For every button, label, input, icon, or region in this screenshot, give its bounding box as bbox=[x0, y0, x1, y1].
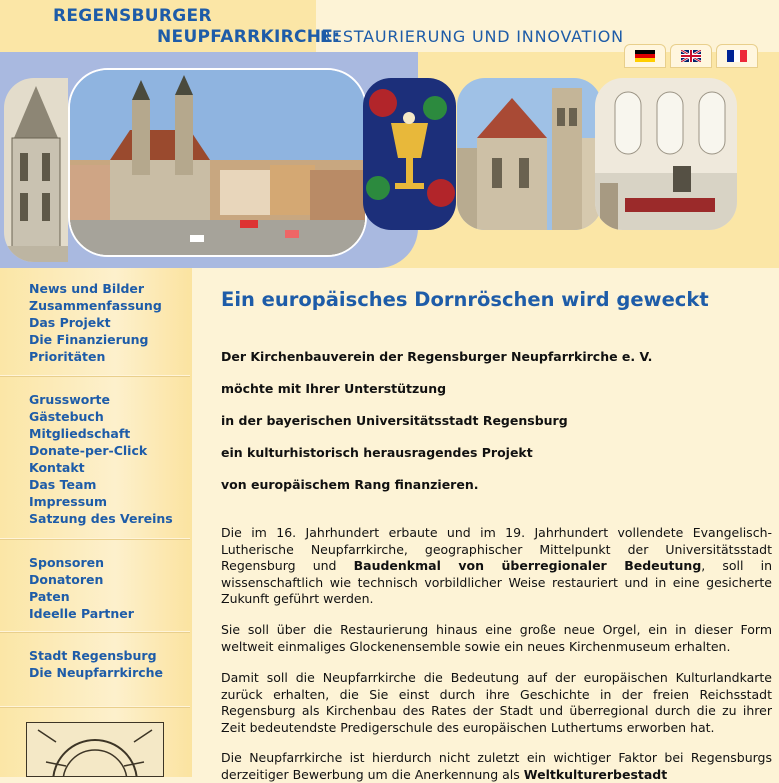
nav-die-neupfarrkirche[interactable]: Die Neupfarrkirche bbox=[29, 665, 164, 680]
engraving-photo bbox=[4, 78, 68, 262]
intro-line: möchte mit Ihrer Unterstützung bbox=[221, 381, 447, 396]
paragraph-world-heritage: Die Neupfarrkirche ist hierdurch nicht zuletzt ein wichtiger Faktor bei Regensburgs derzeitiger Bewerbung um die Anerkennung als Weltkulturerbestadt bbox=[221, 750, 772, 782]
paragraph-restoration: Die im 16. Jahrhundert erbaute und im 19. Jahrhundert vollendete Evangelisch-Lutherische Neupfarrkirche, geographischer Mittelpunkt der Universitätsstadt Regensburg und Baudenkmal von überregionaler Bedeutung, soll in wissenschaftlich wie technisch vorbildlicher Weise restauriert und in eine gesicherte Zukunft geführt werden. bbox=[221, 525, 773, 606]
intro-line: Der Kirchenbauverein der Regensburger Neupfarrkirche e. V. bbox=[221, 349, 653, 364]
square-church-photo bbox=[68, 68, 367, 257]
nav-group-project bbox=[0, 268, 190, 376]
nav-donatoren[interactable]: Donatoren bbox=[29, 572, 104, 587]
site-subtitle: RESTAURIERUNG UND INNOVATION bbox=[320, 27, 624, 46]
nav-group-association bbox=[0, 379, 190, 539]
nav-impressum[interactable]: Impressum bbox=[29, 494, 108, 509]
french-flag-icon bbox=[727, 50, 747, 62]
nav-satzung-des-vereins[interactable]: Satzung des Vereins bbox=[29, 511, 173, 526]
site-title-line1: REGENSBURGER bbox=[53, 6, 212, 26]
nav-das-projekt[interactable]: Das Projekt bbox=[29, 315, 111, 330]
language-tab-de[interactable] bbox=[624, 44, 666, 68]
seal-engraving-icon bbox=[26, 722, 164, 777]
language-tab-en[interactable] bbox=[670, 44, 712, 68]
nav-kontakt[interactable]: Kontakt bbox=[29, 460, 85, 475]
nav-group-city bbox=[0, 635, 190, 707]
nav-news-und-bilder[interactable]: News und Bilder bbox=[29, 281, 145, 296]
stained-glass-photo bbox=[363, 78, 456, 230]
nav-zusammenfassung[interactable]: Zusammenfassung bbox=[29, 298, 162, 313]
church-interior-photo bbox=[595, 78, 737, 230]
nav-das-team[interactable]: Das Team bbox=[29, 477, 97, 492]
nav-donate-per-click[interactable]: Donate-per-Click bbox=[29, 443, 148, 458]
paragraph-significance: Damit soll die Neupfarrkirche die Bedeutung auf der europäischen Kulturlandkarte zurück erhalten, die Sie einst durch ihre Geschichte in der freien Reichsstadt Regensburg als Kirchenbau des Rates der Stadt und überregional durch die zu ihrer Zeit bedeutendste Predigerschule des europäischen Luthertums erworben hat. bbox=[221, 670, 772, 735]
nav-gaestebuch[interactable]: Gästebuch bbox=[29, 409, 104, 424]
nav-sponsoren[interactable]: Sponsoren bbox=[29, 555, 105, 570]
nav-stadt-regensburg[interactable]: Stadt Regensburg bbox=[29, 648, 157, 663]
language-tab-fr[interactable] bbox=[716, 44, 758, 68]
german-flag-icon bbox=[635, 50, 655, 62]
paragraph-organ: Sie soll über die Restaurierung hinaus eine große neue Orgel, ein in dieser Form weltweit einmaliges Glockenensemble sowie ein neues Kirchenmuseum erhalten. bbox=[221, 622, 772, 654]
church-tower-photo bbox=[457, 78, 602, 230]
photo-banner bbox=[0, 52, 779, 268]
nav-mitgliedschaft[interactable]: Mitgliedschaft bbox=[29, 426, 131, 441]
page-title: Ein europäisches Dornröschen wird geweckt bbox=[221, 288, 709, 311]
nav-grussworte[interactable]: Grussworte bbox=[29, 392, 110, 407]
sidebar-nav bbox=[0, 268, 192, 777]
nav-prioritaeten[interactable]: Prioritäten bbox=[29, 349, 106, 364]
nav-ideelle-partner[interactable]: Ideelle Partner bbox=[29, 606, 134, 621]
site-title-line2: NEUPFARRKIRCHE: bbox=[157, 27, 341, 47]
intro-line: in der bayerischen Universitätsstadt Regensburg bbox=[221, 413, 568, 428]
nav-paten[interactable]: Paten bbox=[29, 589, 70, 604]
intro-line: ein kulturhistorisch herausragendes Projekt bbox=[221, 445, 533, 460]
intro-line: von europäischem Rang finanzieren. bbox=[221, 477, 479, 492]
nav-die-finanzierung[interactable]: Die Finanzierung bbox=[29, 332, 149, 347]
nav-group-supporters bbox=[0, 542, 190, 632]
uk-flag-icon bbox=[681, 50, 701, 62]
